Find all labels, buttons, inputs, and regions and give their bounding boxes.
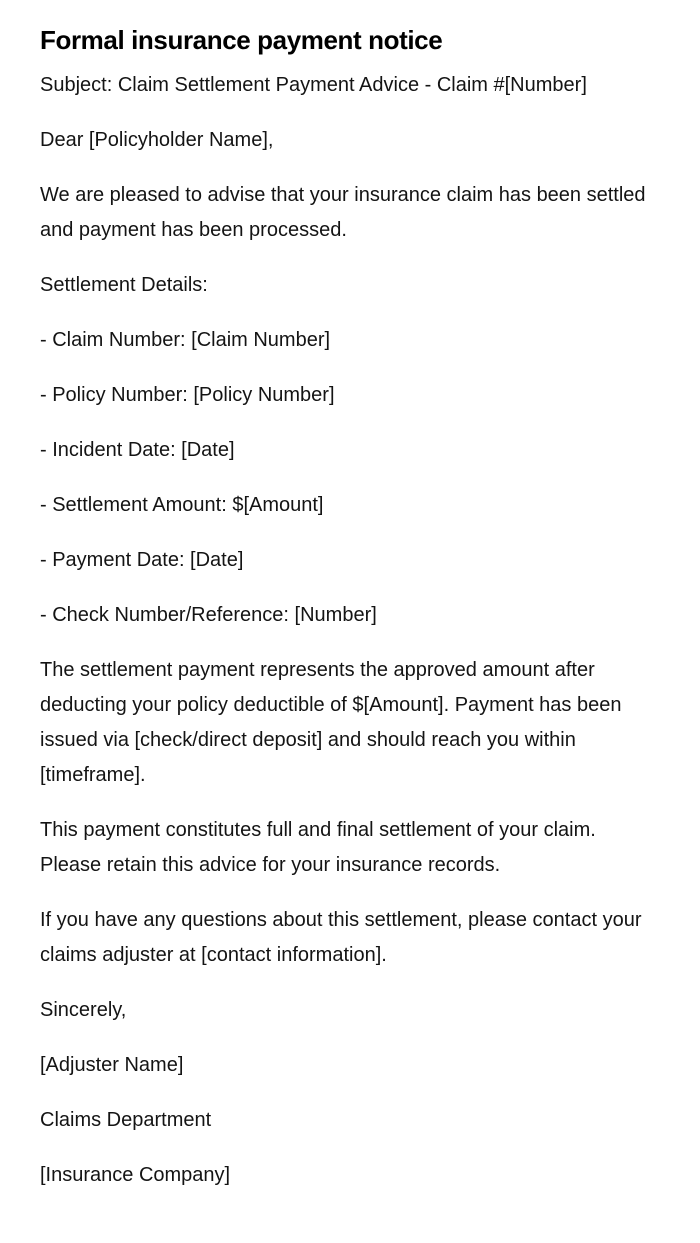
body-paragraph-payment: The settlement payment represents the approved amount after deducting your policy deductible of $[Amount]. Payment has been issued via [check/direct deposit] and should reach you within [timeframe]. — [40, 659, 622, 786]
document-title: Formal insurance payment notice — [40, 25, 443, 55]
intro-paragraph: We are pleased to advise that your insurance claim has been settled and payment has been processed. — [40, 184, 646, 241]
closing: Sincerely, — [40, 999, 127, 1021]
signature-name: [Adjuster Name] — [40, 1054, 184, 1076]
body-paragraph-final-settlement: This payment constitutes full and final settlement of your claim. Please retain this advice for your insurance records. — [40, 819, 596, 876]
salutation: Dear [Policyholder Name], — [40, 129, 274, 151]
detail-payment-date: - Payment Date: [Date] — [40, 549, 244, 571]
detail-incident-date: - Incident Date: [Date] — [40, 439, 235, 461]
detail-settlement-amount: - Settlement Amount: $[Amount] — [40, 494, 324, 516]
signature-department: Claims Department — [40, 1109, 212, 1131]
body-paragraph-contact: If you have any questions about this settlement, please contact your claims adjuster at [contact information]. — [40, 909, 642, 966]
signature-company: [Insurance Company] — [40, 1164, 231, 1186]
detail-claim-number: - Claim Number: [Claim Number] — [40, 329, 331, 351]
details-heading: Settlement Details: — [40, 274, 208, 296]
detail-check-reference: - Check Number/Reference: [Number] — [40, 604, 377, 626]
detail-policy-number: - Policy Number: [Policy Number] — [40, 384, 335, 406]
subject-line: Subject: Claim Settlement Payment Advice - Claim #[Number] — [40, 74, 587, 96]
